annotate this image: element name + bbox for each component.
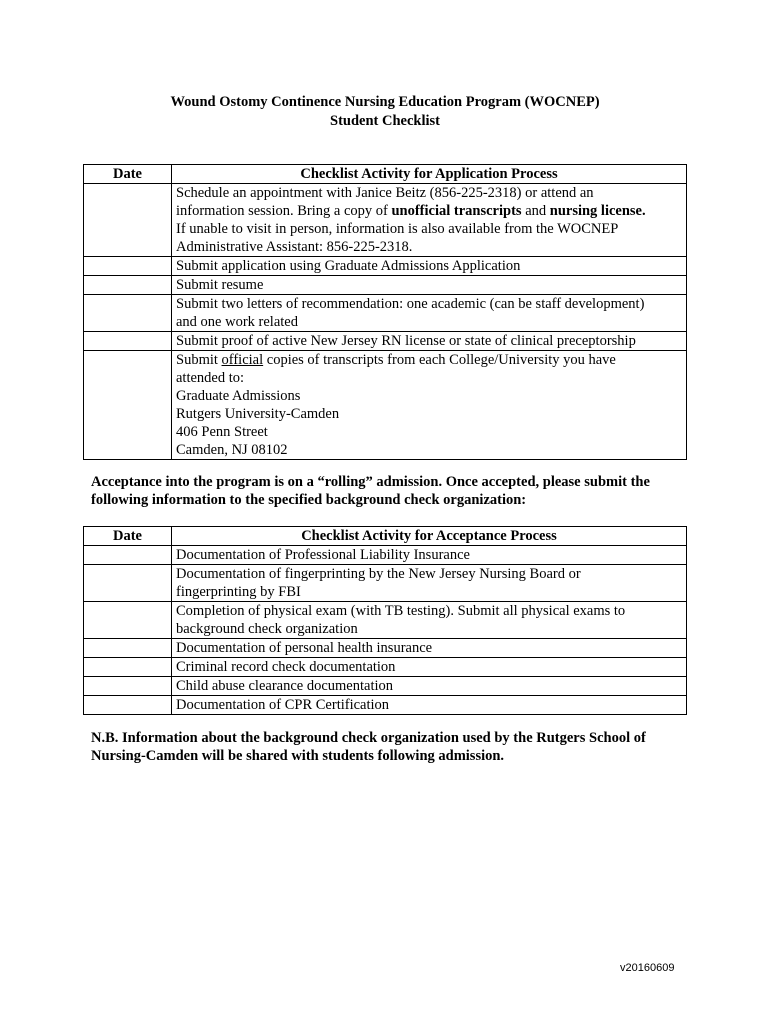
text-span: information session. Bring a copy of	[176, 203, 392, 219]
table-row	[84, 658, 687, 677]
activity-cell	[172, 184, 687, 257]
address-line: 406 Penn Street	[176, 424, 268, 440]
text-span: copies of transcripts from each College/University you have	[263, 352, 616, 368]
activity-cell	[172, 602, 687, 639]
table-row	[84, 295, 687, 332]
activity-line: Administrative Assistant: 856-225-2318.	[176, 239, 413, 255]
activity-line: background check organization	[176, 621, 358, 637]
activity-line: Submit two letters of recommendation: one academic (can be staff development)	[176, 296, 645, 312]
bold-text-unofficial-transcripts: unofficial transcripts	[391, 203, 522, 219]
activity-cell: Submit resume	[172, 276, 687, 295]
table-row	[84, 184, 687, 257]
activity-line	[176, 202, 686, 220]
table-row	[84, 602, 687, 639]
activity-line: Completion of physical exam (with TB testing). Submit all physical exams to	[176, 603, 626, 619]
date-column-header: Date	[84, 165, 172, 184]
table-row	[84, 332, 687, 351]
table-row	[84, 677, 687, 696]
date-cell[interactable]	[84, 332, 172, 351]
date-cell[interactable]	[84, 546, 172, 565]
note-line: Acceptance into the program is on a “rolling” admission. Once accepted, please submit the	[91, 474, 650, 490]
activity-line: If unable to visit in person, information is also available from the WOCNEP	[176, 221, 619, 237]
date-cell[interactable]	[84, 639, 172, 658]
text-span: and	[521, 203, 550, 219]
table-row	[84, 351, 687, 460]
date-column-header: Date	[84, 527, 172, 546]
activity-line: Schedule an appointment with Janice Beitz (856-225-2318) or attend an	[176, 185, 594, 201]
activity-cell	[172, 565, 687, 602]
table-row	[84, 696, 687, 715]
text-span: Submit	[176, 352, 222, 368]
document-subtitle: Student Checklist	[330, 113, 440, 129]
address-line: Graduate Admissions	[176, 388, 301, 404]
footer-note	[91, 729, 691, 765]
activity-column-header: Checklist Activity for Application Process	[172, 165, 687, 184]
date-cell[interactable]	[84, 257, 172, 276]
activity-cell: Documentation of CPR Certification	[172, 696, 687, 715]
activity-line: Documentation of fingerprinting by the New Jersey Nursing Board or	[176, 566, 581, 582]
note-line: Nursing-Camden will be shared with students following admission.	[91, 748, 505, 764]
version-label: v20160609	[620, 962, 675, 974]
application-checklist-table	[83, 164, 687, 460]
table-row	[84, 276, 687, 295]
table-row	[84, 257, 687, 276]
date-cell[interactable]	[84, 565, 172, 602]
acceptance-note	[91, 473, 691, 509]
table-header-row	[84, 165, 687, 184]
document-title: Wound Ostomy Continence Nursing Education Program (WOCNEP)	[170, 94, 600, 110]
activity-cell: Child abuse clearance documentation	[172, 677, 687, 696]
activity-column-header: Checklist Activity for Acceptance Process	[172, 527, 687, 546]
date-cell[interactable]	[84, 602, 172, 639]
activity-cell: Criminal record check documentation	[172, 658, 687, 677]
activity-line: attended to:	[176, 370, 245, 386]
activity-cell: Documentation of personal health insurance	[172, 639, 687, 658]
date-cell[interactable]	[84, 351, 172, 460]
date-cell[interactable]	[84, 677, 172, 696]
activity-cell	[172, 351, 687, 460]
address-line: Camden, NJ 08102	[176, 442, 288, 458]
date-cell[interactable]	[84, 696, 172, 715]
table-header-row	[84, 527, 687, 546]
date-cell[interactable]	[84, 658, 172, 677]
activity-cell: Submit application using Graduate Admissions Application	[172, 257, 687, 276]
address-line: Rutgers University-Camden	[176, 406, 340, 422]
underlined-text-official: official	[221, 352, 264, 368]
activity-cell	[172, 295, 687, 332]
date-cell[interactable]	[84, 295, 172, 332]
note-line: N.B. Information about the background check organization used by the Rutgers School of	[91, 730, 646, 746]
table-row	[84, 639, 687, 658]
note-line: following information to the specified background check organization:	[91, 492, 527, 508]
activity-line: and one work related	[176, 314, 298, 330]
table-row	[84, 565, 687, 602]
acceptance-checklist-table	[83, 526, 687, 715]
activity-line	[176, 351, 686, 369]
table-row	[84, 546, 687, 565]
date-cell[interactable]	[84, 184, 172, 257]
date-cell[interactable]	[84, 276, 172, 295]
bold-text-nursing-license: nursing license.	[549, 203, 646, 219]
activity-line: fingerprinting by FBI	[176, 584, 301, 600]
activity-cell: Documentation of Professional Liability Insurance	[172, 546, 687, 565]
activity-cell: Submit proof of active New Jersey RN license or state of clinical preceptorship	[172, 332, 687, 351]
